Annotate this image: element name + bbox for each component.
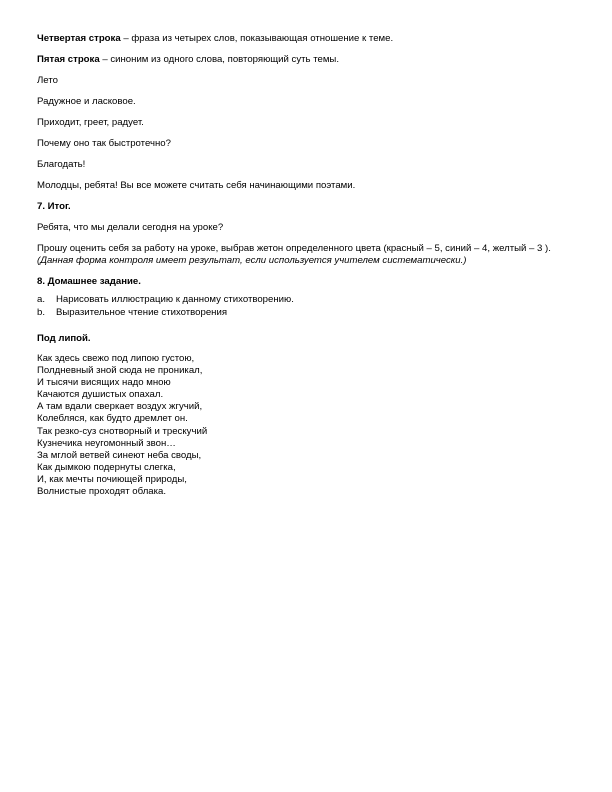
item-term: Четвертая строка: [37, 33, 121, 44]
document-page: [37, 33, 577, 498]
poem-line: Колебляся, как будто дремлет он.: [37, 413, 188, 425]
evaluation-instruction: Прошу оценить себя за работу на уроке, выбрав жетон определенного цвета (красный – 5, синий – 4, желтый – 3 ).: [37, 243, 551, 254]
summary-question: Ребята, что мы делали сегодня на уроке?: [37, 222, 224, 233]
item-fifth-line: [37, 54, 577, 66]
homework-item-text: Выразительное чтение стихотворения: [56, 307, 228, 318]
poem-line: Кузнечика неугомонный звон…: [37, 437, 176, 449]
poem-title: Под липой.: [37, 333, 91, 344]
self-evaluation-text: [37, 243, 577, 267]
item-description: – фраза из четырех слов, показывающая отношение к теме.: [120, 33, 394, 44]
homework-item-text: Нарисовать иллюстрацию к данному стихотворению.: [56, 294, 294, 305]
poem-body: [37, 353, 577, 498]
poem-line: Полдневный зной сюда не проникал,: [37, 365, 203, 377]
poem-line: Качаются душистых опахал.: [37, 389, 164, 401]
item-term: Пятая строка: [37, 54, 100, 65]
poem-line: За мглой ветвей синеют неба своды,: [37, 449, 202, 461]
homework-item: [37, 307, 577, 319]
poem-line: Как дымкою подернуты слегка,: [37, 461, 176, 473]
section-7-heading: 7. Итог.: [37, 201, 71, 212]
praise-text: Молодцы, ребята! Вы все можете считать себя начинающими поэтами.: [37, 180, 356, 191]
example-line: Радужное и ласковое.: [37, 96, 136, 107]
example-line: Приходит, греет, радует.: [37, 117, 144, 128]
poem-line: Как здесь свежо под липою густою,: [37, 353, 195, 364]
list-marker: a.: [37, 294, 46, 305]
example-line: Благодать!: [37, 159, 86, 170]
poem-line: И, как мечты почиющей природы,: [37, 473, 187, 485]
item-description: – синоним из одного слова, повторяющий суть темы.: [99, 54, 339, 65]
poem-line: Так резко-суз снотворный и трескучий: [37, 425, 208, 437]
section-8-heading: 8. Домашнее задание.: [37, 276, 141, 287]
item-fourth-line: [37, 33, 577, 45]
poem-line: Волнистые проходят облака.: [37, 486, 167, 498]
list-marker: b.: [37, 307, 46, 318]
homework-item: [37, 294, 577, 306]
poem-line: И тысячи висящих надо мною: [37, 377, 171, 389]
example-line: Почему оно так быстротечно?: [37, 138, 171, 149]
homework-list: [37, 294, 577, 319]
example-line: Лето: [37, 75, 58, 86]
evaluation-note: (Данная форма контроля имеет результат, если используется учителем систематически.): [37, 255, 467, 266]
poem-line: А там вдали сверкает воздух жгучий,: [37, 401, 203, 413]
